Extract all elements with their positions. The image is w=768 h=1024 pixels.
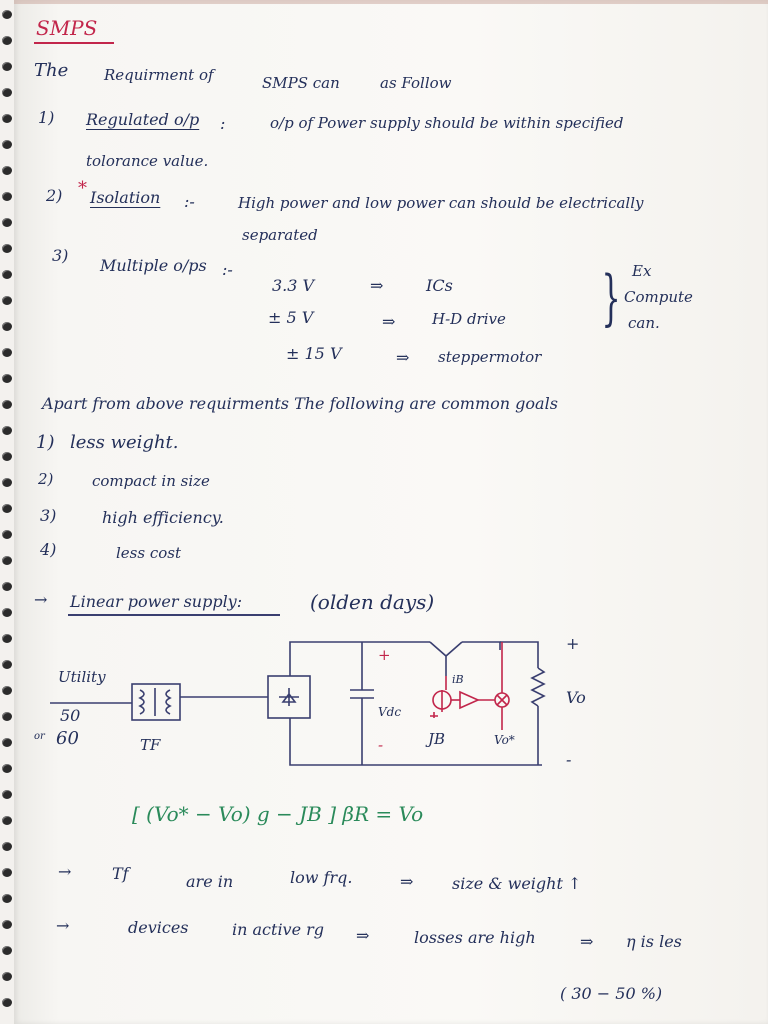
intro-word-4: as Follow xyxy=(380,74,452,92)
req3-arrow-2: ⇒ xyxy=(382,312,396,331)
vo-label: Vo xyxy=(566,688,586,707)
req3-voltage-1: 3.3 V xyxy=(272,276,315,295)
req3-separator: :- xyxy=(222,260,233,279)
capacitor-plates xyxy=(350,690,374,698)
line1-implies: ⇒ xyxy=(400,872,414,891)
line2-word-b: in active rg xyxy=(232,920,325,939)
req3-load-3: steppermotor xyxy=(438,348,542,366)
req2-heading: Isolation xyxy=(90,188,161,207)
line1-arrow: → xyxy=(58,862,72,881)
req2-text: High power and low power can should be electrically xyxy=(238,194,644,212)
linear-arrow: → xyxy=(34,590,48,609)
linear-note: (olden days) xyxy=(310,590,435,614)
line2-arrow: → xyxy=(56,916,70,935)
req3-arrow-1: ⇒ xyxy=(370,276,384,295)
line2-word-d: losses are high xyxy=(414,928,536,947)
req3-voltage-2: ± 5 V xyxy=(268,308,314,327)
transformer-coil-left xyxy=(140,690,144,714)
req1-separator: : xyxy=(220,114,226,133)
goal-3-text: high efficiency. xyxy=(102,508,224,527)
goal-2-number: 2) xyxy=(38,470,54,488)
line1-word-a: Tf xyxy=(112,864,129,883)
transistor xyxy=(430,642,462,676)
req3-heading: Multiple o/ps xyxy=(100,256,207,275)
intro-word-2: Requirment of xyxy=(104,66,214,84)
goal-1-text: less weight. xyxy=(70,432,179,453)
req3-example-text-1: Compute xyxy=(624,288,693,306)
cap-minus: - xyxy=(378,736,384,754)
goal-3-number: 3) xyxy=(40,506,57,525)
goal-4-number: 4) xyxy=(40,540,57,559)
freq-or: or xyxy=(34,731,45,742)
feedback-equation: [ (Vo* − Vo) g − JB ] βR = Vo xyxy=(132,802,424,826)
load-resistor xyxy=(532,668,544,706)
intro-word-3: SMPS can xyxy=(262,74,340,92)
transformer-box xyxy=(132,684,180,720)
req1-heading: Regulated o/p xyxy=(86,110,200,129)
load-wire xyxy=(500,642,538,668)
efficiency-range: ( 30 − 50 %) xyxy=(560,984,663,1003)
vdc-label: Vdc xyxy=(378,705,402,719)
top-rail xyxy=(290,642,430,676)
req3-load-1: ICs xyxy=(426,276,453,295)
req2-number: 2) xyxy=(46,186,63,205)
cap-plus: + xyxy=(378,646,391,664)
goal-2-text: compact in size xyxy=(92,472,210,490)
req3-voltage-3: ± 15 V xyxy=(286,344,342,363)
goal-1-number: 1) xyxy=(36,432,55,453)
out-plus: + xyxy=(566,634,580,653)
freq-50: 50 xyxy=(60,706,81,725)
transformer-coil-right xyxy=(166,690,170,714)
line1-word-c: low frq. xyxy=(290,868,353,887)
freq-60: 60 xyxy=(56,728,79,749)
req1-number: 1) xyxy=(38,108,55,127)
line1-word-e: size & weight ↑ xyxy=(452,874,582,893)
ib-label: iB xyxy=(452,673,464,686)
req1-text: o/p of Power supply should be within specified xyxy=(270,114,624,132)
req3-example-text-2: can. xyxy=(628,314,660,332)
opamp xyxy=(460,692,478,708)
line2-word-a: devices xyxy=(128,918,189,937)
line2-implies-1: ⇒ xyxy=(356,926,370,945)
req2-separator: :- xyxy=(184,192,195,211)
vo-star-label: Vo* xyxy=(494,733,515,747)
jb-label: JB xyxy=(428,730,446,748)
req2-continuation: separated xyxy=(242,226,318,244)
tf-label: TF xyxy=(140,736,161,754)
req3-example-label: Ex xyxy=(632,262,652,280)
intro-word-1: The xyxy=(34,60,69,81)
req3-arrow-3: ⇒ xyxy=(396,348,410,367)
req3-load-2: H-D drive xyxy=(432,310,506,328)
line1-word-b: are in xyxy=(186,872,234,891)
req3-brace: } xyxy=(601,263,621,333)
req3-number: 3) xyxy=(52,246,69,265)
req2-star: * xyxy=(78,178,87,199)
req1-continuation: tolorance value. xyxy=(86,152,209,170)
page-title: SMPS xyxy=(36,16,98,40)
utility-label: Utility xyxy=(58,668,106,686)
goals-intro: Apart from above requirments The following are common goals xyxy=(42,394,558,413)
line2-implies-2: ⇒ xyxy=(580,932,594,951)
line2-word-f: η is les xyxy=(626,932,682,951)
goal-4-text: less cost xyxy=(116,544,181,562)
linear-heading: Linear power supply: xyxy=(70,592,243,611)
out-minus: - xyxy=(566,750,572,769)
